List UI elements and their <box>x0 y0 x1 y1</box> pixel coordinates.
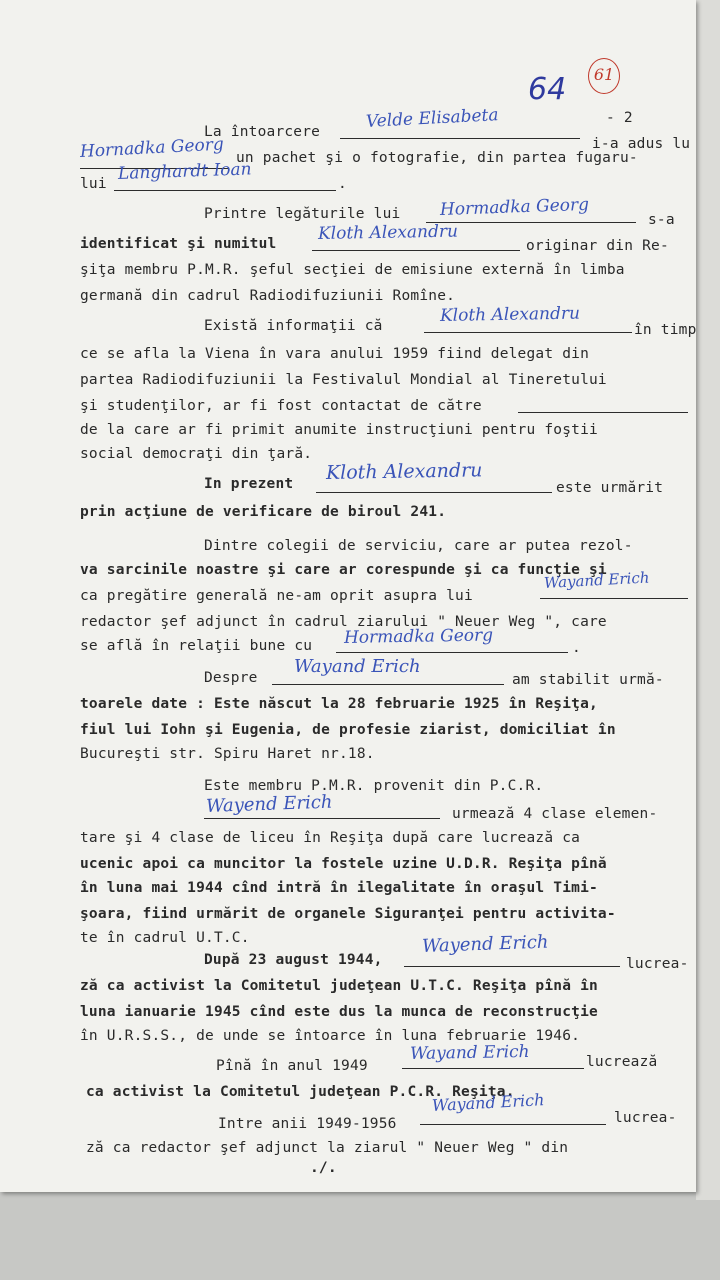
text-line: toarele date : Este născut la 28 februarie 1925 în Reşiţa, <box>80 696 598 712</box>
text-line: Este membru P.M.R. provenit din P.C.R. <box>204 778 544 794</box>
handwritten-name: Wayand Erich <box>294 656 421 677</box>
fill-in-line <box>420 1124 606 1125</box>
text-line: urmează 4 clase elemen- <box>452 806 658 822</box>
text-line: ză ca redactor şef adjunct la ziarul " Neuer Weg " din <box>86 1140 569 1156</box>
text-line: de la care ar fi primit anumite instrucţiuni pentru foştii <box>80 422 598 438</box>
text-line: ./. <box>310 1160 337 1176</box>
fill-in-line <box>540 598 688 599</box>
text-line: social democraţi din ţară. <box>80 446 313 462</box>
text-line: i-a adus lu <box>592 136 691 152</box>
fill-in-line <box>316 492 552 493</box>
text-line: şi studenţilor, ar fi fost contactat de către <box>80 398 482 414</box>
fill-in-line <box>272 684 504 685</box>
text-line: este urmărit <box>556 480 664 496</box>
handwritten-name: Hornadka Georg <box>79 134 225 162</box>
text-line: lucrea- <box>614 1110 677 1126</box>
text-line: Pînă în anul 1949 <box>216 1058 368 1074</box>
fill-in-line <box>204 818 440 819</box>
text-line: redactor şef adjunct în cadrul ziarului " Neuer Weg ", care <box>80 614 607 630</box>
text-line: tare şi 4 clase de liceu în Reşiţa după care lucrează ca <box>80 830 581 846</box>
fill-in-line <box>518 412 688 413</box>
handwritten-name: Hormadka Georg <box>439 194 590 220</box>
text-line: am stabilit urmă- <box>512 672 664 688</box>
handwritten-name: Kloth Alexandru <box>317 221 459 244</box>
handwritten-name: Hormadka Georg <box>343 625 494 648</box>
handwritten-name: Wayend Erich <box>421 931 549 957</box>
page-edge <box>696 0 720 1200</box>
text-line: . <box>338 176 347 192</box>
text-line: identificat şi numitul <box>80 236 277 252</box>
text-line: Intre anii 1949-1956 <box>218 1116 397 1132</box>
text-line: fiul lui Iohn şi Eugenia, de profesie ziarist, domiciliat în <box>80 722 616 738</box>
archive-number-old: 64 <box>528 72 567 107</box>
text-line: Dintre colegii de serviciu, care ar putea rezol- <box>204 538 633 554</box>
fill-in-line <box>340 138 580 139</box>
text-line: Printre legăturile lui <box>204 206 401 222</box>
archive-number-circled: 61 <box>588 58 620 94</box>
text-line: lui <box>80 176 107 192</box>
text-line: prin acţiune de verificare de biroul 241. <box>80 504 447 520</box>
text-line: Există informaţii că <box>204 318 383 334</box>
text-line: se află în relaţii bune cu <box>80 638 313 654</box>
text-line: La întoarcere <box>204 124 321 140</box>
handwritten-name: Wayand Erich <box>543 568 650 592</box>
fill-in-line <box>336 652 568 653</box>
fill-in-line <box>402 1068 584 1069</box>
text-line: şoara, fiind urmărit de organele Siguranţei pentru activita- <box>80 906 616 922</box>
text-line: germană din cadrul Radiodifuziunii Romîne. <box>80 288 456 304</box>
text-line: După 23 august 1944, <box>204 952 383 968</box>
text-line: partea Radiodifuziunii la Festivalul Mondial al Tineretului <box>80 372 607 388</box>
fill-in-line <box>404 966 620 967</box>
handwritten-name: Langhardt Ioan <box>117 159 252 184</box>
text-line: în timp <box>634 322 697 338</box>
text-line: va sarcinile noastre şi care ar corespunde şi ca funcţie şi <box>80 562 607 578</box>
text-line: te în cadrul U.T.C. <box>80 930 250 946</box>
text-line: şiţa membru P.M.R. şeful secţiei de emisiune externă în limba <box>80 262 625 278</box>
page-marker: - 2 <box>606 110 633 126</box>
text-line: ca activist la Comitetul judeţean P.C.R. Reşiţa. <box>86 1084 515 1100</box>
text-line: lucrea- <box>626 956 689 972</box>
text-line: ca pregătire generală ne-am oprit asupra lui <box>80 588 473 604</box>
handwritten-name: Velde Elisabeta <box>365 105 499 132</box>
text-line: ucenic apoi ca muncitor la fostele uzine U.D.R. Reşiţa pînă <box>80 856 607 872</box>
fill-in-line <box>114 190 336 191</box>
text-line: In prezent <box>204 476 294 492</box>
fill-in-line <box>424 332 632 333</box>
handwritten-name: Wayand Erich <box>409 1041 530 1064</box>
handwritten-name: Kloth Alexandru <box>439 303 581 326</box>
text-line: s-a <box>648 212 675 228</box>
text-line: ză ca activist la Comitetul judeţean U.T.C. Reşiţa pînă în <box>80 978 598 994</box>
text-line: Despre <box>204 670 258 686</box>
text-line: luna ianuarie 1945 cînd este dus la munca de reconstrucţie <box>80 1004 598 1020</box>
text-line: un pachet şi o fotografie, din partea fugaru- <box>236 150 638 166</box>
text-line: . <box>572 640 581 656</box>
text-line: ce se afla la Viena în vara anului 1959 fiind delegat din <box>80 346 589 362</box>
text-line: Bucureşti str. Spiru Haret nr.18. <box>80 746 375 762</box>
handwritten-name: Wayend Erich <box>205 791 333 817</box>
text-line: în U.R.S.S., de unde se întoarce în luna februarie 1946. <box>80 1028 581 1044</box>
handwritten-name: Wayand Erich <box>431 1090 545 1115</box>
handwritten-name: Kloth Alexandru <box>325 459 483 484</box>
text-line: în luna mai 1944 cînd intră în ilegalitate în oraşul Timi- <box>80 880 598 896</box>
text-line: originar din Re- <box>526 238 669 254</box>
fill-in-line <box>312 250 520 251</box>
text-line: lucrează <box>586 1054 658 1070</box>
